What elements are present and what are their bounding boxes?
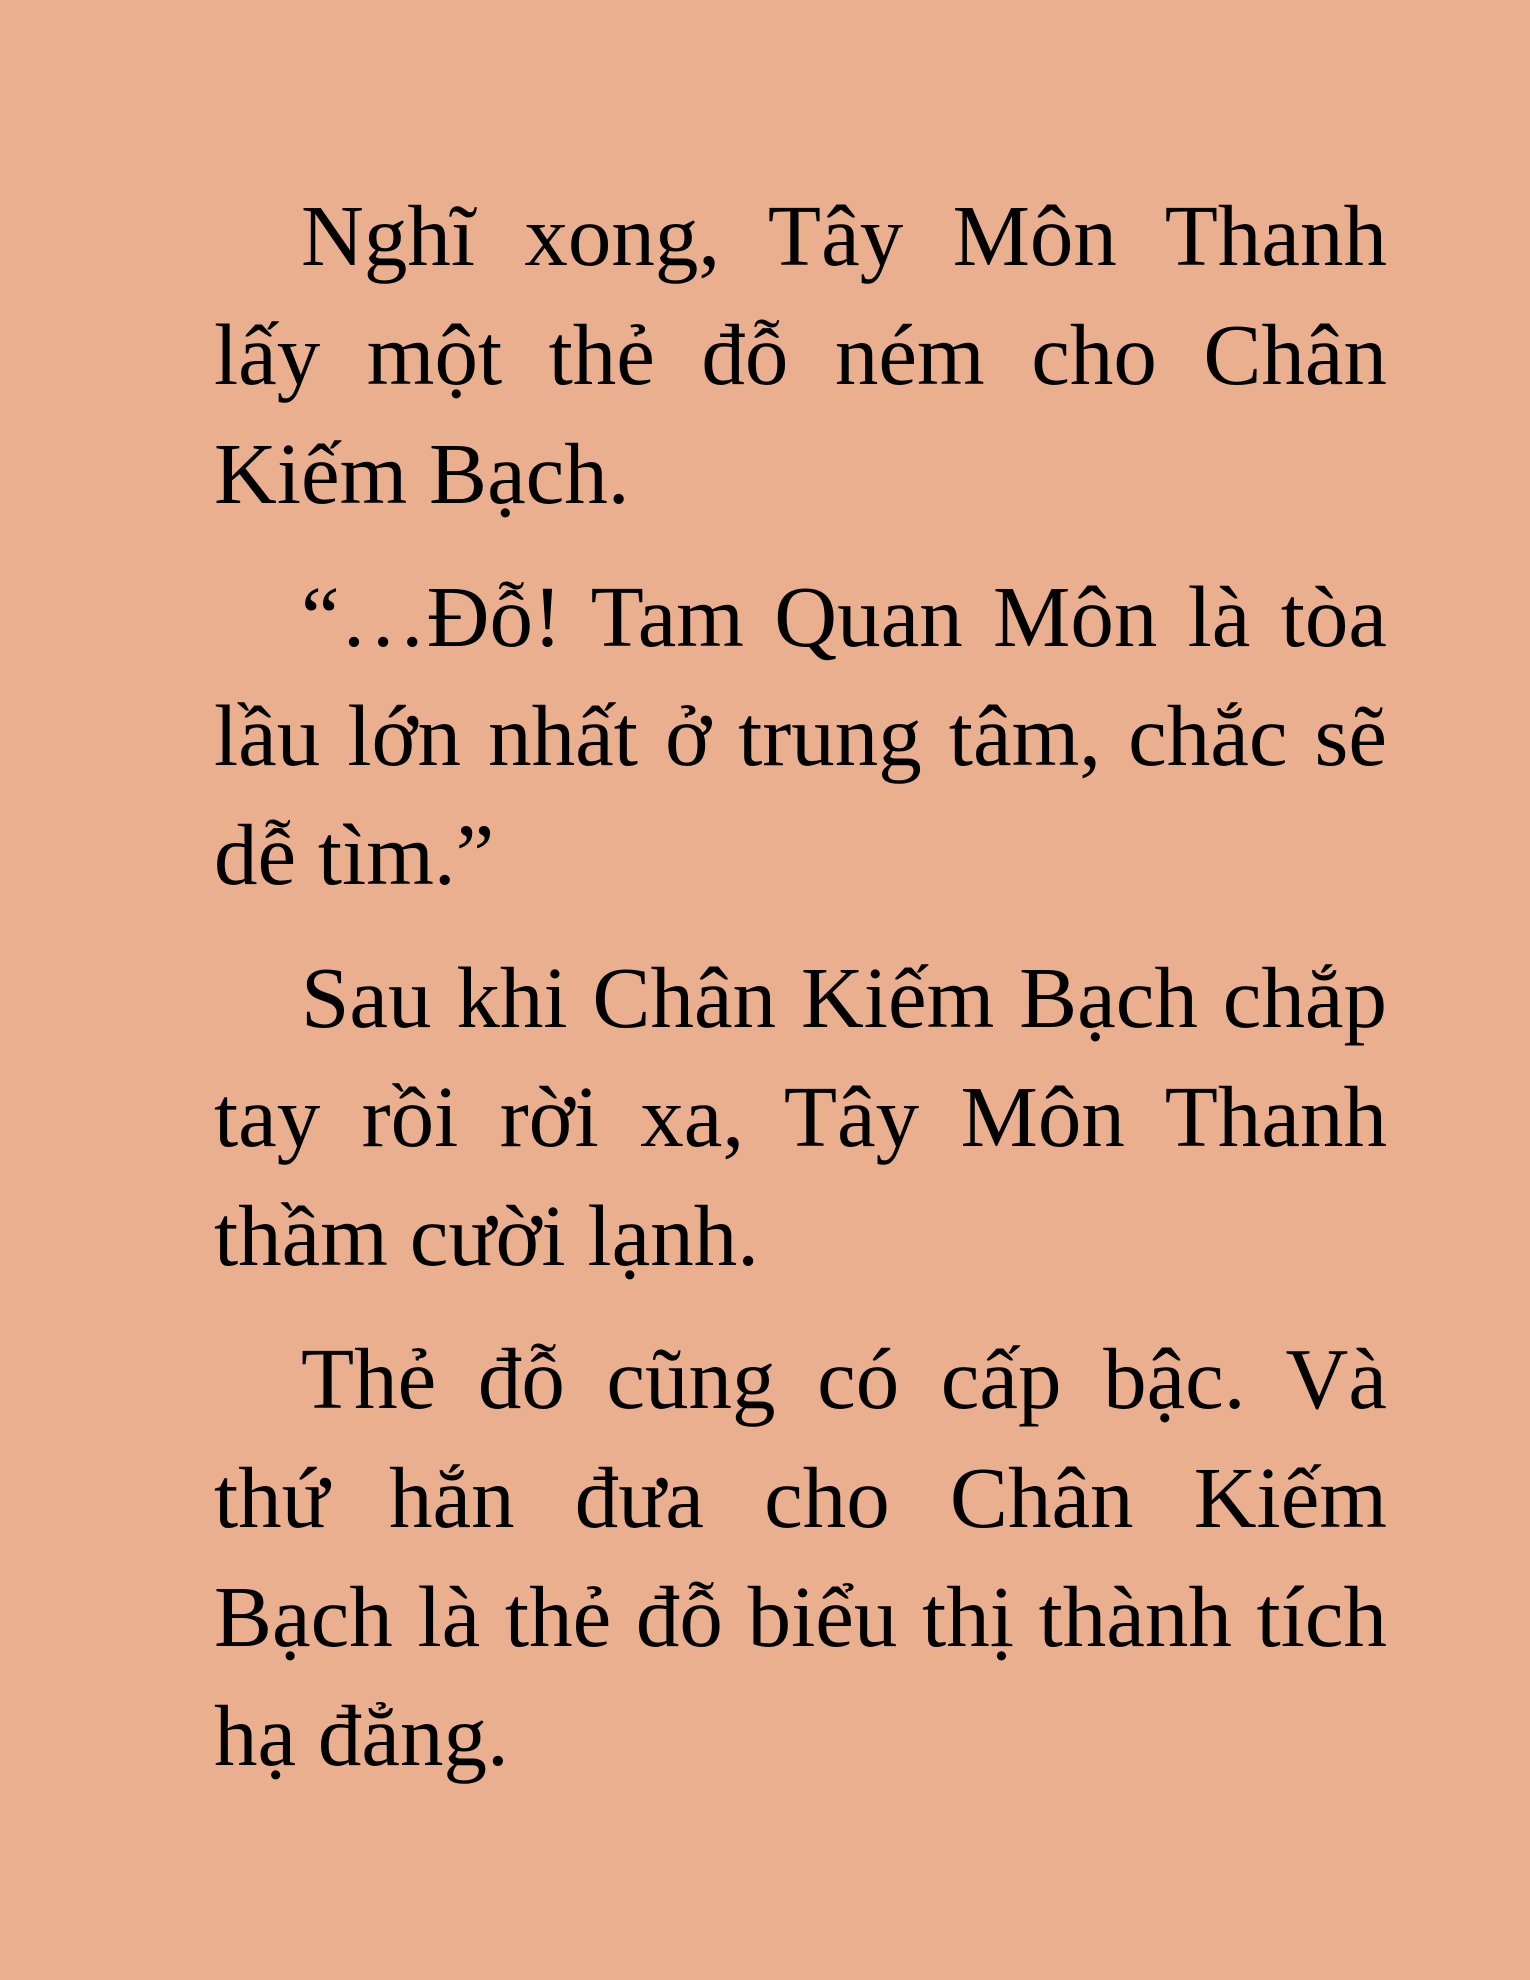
paragraph-1: Nghĩ xong, Tây Môn Thanh lấy một thẻ đỗ ném cho Chân Kiếm Bạch. bbox=[214, 187, 1387, 522]
document-page bbox=[214, 176, 1387, 1819]
paragraph-4: Thẻ đỗ cũng có cấp bậc. Và thứ hắn đưa cho Chân Kiếm Bạch là thẻ đỗ biểu thị thành tích hạ đẳng. bbox=[214, 1330, 1387, 1784]
paragraph-2: “…Đỗ! Tam Quan Môn là tòa lầu lớn nhất ở trung tâm, chắc sẽ dễ tìm.” bbox=[214, 568, 1387, 903]
paragraph-3: Sau khi Chân Kiếm Bạch chắp tay rồi rời xa, Tây Môn Thanh thầm cười lạnh. bbox=[214, 949, 1387, 1284]
